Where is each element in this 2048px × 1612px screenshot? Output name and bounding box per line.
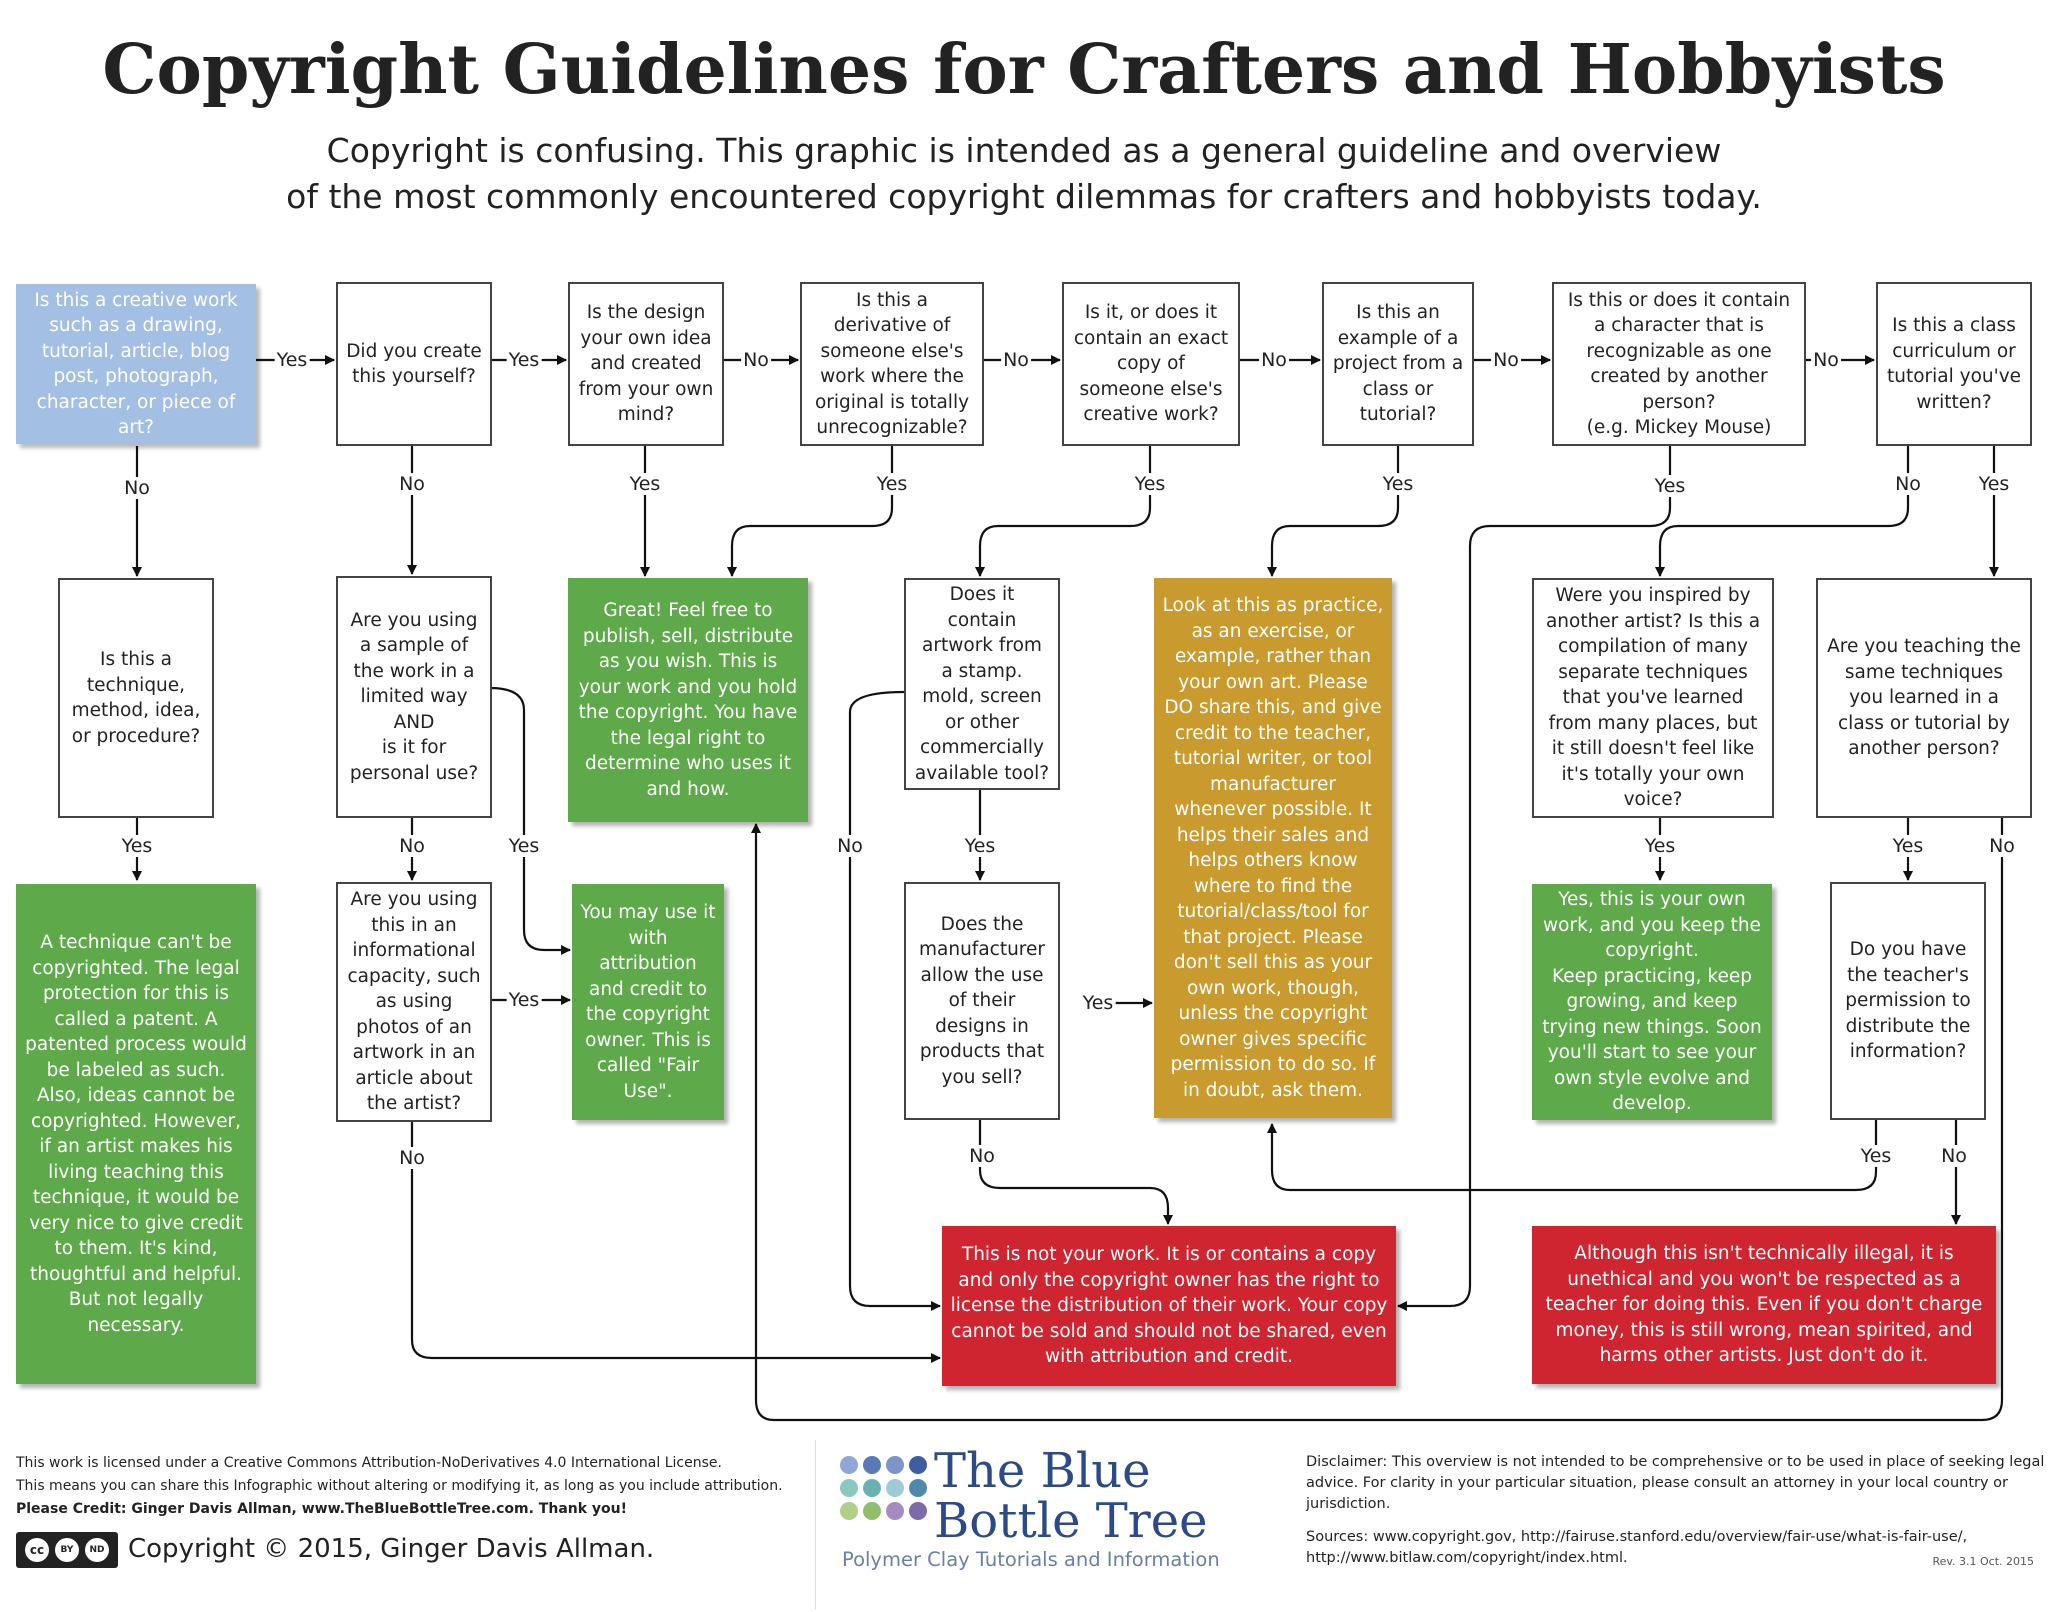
label-no-derivative-exact: No	[1003, 349, 1029, 371]
label-yes-informational: Yes	[508, 989, 540, 1011]
answer-not-your-work: This is not your work. It is or contains a copy and only the copyright owner has the right to license the distribution of their work. Your copy cannot be sold and should not be shared, even with attribution and credit.	[942, 1226, 1396, 1386]
label-no-start: No	[124, 477, 150, 499]
copyright-notice: Copyright © 2015, Ginger Davis Allman.	[128, 1534, 655, 1564]
label-yes-example: Yes	[1382, 473, 1414, 495]
question-recognizable-character: Is this or does it contain a character that is recognizable as one created by another person? (e.g. Mickey Mouse)	[1552, 282, 1806, 446]
start-question: Is this a creative work such as a drawing, tutorial, article, blog post, photograph, character, or piece of art?	[16, 284, 256, 444]
page-title: Copyright Guidelines for Crafters and Hobbyists	[102, 30, 1946, 110]
question-limited-sample: Are you using a sample of the work in a limited way AND is it for personal use?	[336, 576, 492, 818]
label-no-example-character: No	[1493, 349, 1519, 371]
edge-sample-fairuse	[490, 688, 570, 950]
question-exact-copy: Is it, or does it contain an exact copy of someone else's creative work?	[1062, 282, 1240, 446]
label-yes-sample: Yes	[508, 835, 540, 857]
question-inspired: Were you inspired by another artist? Is this a compilation of many separate techniques that you've learned from many places, but it still doesn't feel like it's totally your own voice?	[1532, 578, 1774, 818]
label-no-design-derivative: No	[743, 349, 769, 371]
question-teaching-techniques: Are you teaching the same techniques you learned in a class or tutorial by another person?	[1816, 578, 2032, 818]
label-yes-create-design: Yes	[508, 349, 540, 371]
edge-class-inspired	[1660, 446, 1908, 576]
logo-tagline: Polymer Clay Tutorials and Information	[842, 1548, 1220, 1571]
label-no-class: No	[1895, 473, 1921, 495]
logo-dot	[863, 1456, 881, 1474]
logo-dot	[840, 1456, 858, 1474]
question-manufacturer-allows: Does the manufacturer allow the use of their designs in products that you sell?	[904, 882, 1060, 1120]
edge-exact-stamp	[980, 446, 1150, 576]
label-yes-design: Yes	[629, 473, 661, 495]
license-block	[16, 1452, 816, 1521]
edge-derivative-great	[732, 446, 892, 576]
question-technique: Is this a technique, method, idea, or procedure?	[58, 578, 214, 818]
disclaimer-text: Disclaimer: This overview is not intended to be comprehensive or to be used in place of seeking legal advice. For clarity in your particular situation, please consult an attorney in your local country or jurisdiction.	[1306, 1454, 2045, 1512]
logo-dot	[863, 1479, 881, 1497]
label-no-character-class: No	[1813, 349, 1839, 371]
answer-fair-use: You may use it with attribution and credit to the copyright owner. This is called "Fair Use".	[572, 884, 724, 1120]
question-derivative: Is this a derivative of someone else's work where the original is totally unrecognizable?	[800, 282, 984, 446]
blue-bottle-tree-logo	[840, 1443, 1230, 1572]
label-no-informational: No	[399, 1147, 425, 1169]
question-class-curriculum: Is this a class curriculum or tutorial you've written?	[1876, 282, 2032, 446]
page-subtitle: Copyright is confusing. This graphic is intended as a general guideline and overview of the most commonly encountered copyright dilemmas for crafters and hobbyists today.	[286, 131, 1762, 216]
logo-dot	[886, 1456, 904, 1474]
label-yes-teaching: Yes	[1892, 835, 1924, 857]
logo-dot	[909, 1456, 927, 1474]
cc-by-nd-icon	[16, 1532, 118, 1568]
logo-dot	[840, 1479, 858, 1497]
edge-informational-notyours	[412, 1122, 940, 1358]
answer-unethical: Although this isn't technically illegal, it is unethical and you won't be respected as a teacher for doing this. Even if you don't charge money, this is still wrong, mean spirited, and harms other artists. Just don't do it.	[1532, 1226, 1996, 1384]
label-yes-manufacturer: Yes	[1082, 992, 1114, 1014]
edge-manufacturer-notyours	[980, 1120, 1168, 1224]
label-yes-derivative: Yes	[876, 473, 908, 495]
logo-dot	[909, 1502, 927, 1520]
question-class-example: Is this an example of a project from a class or tutorial?	[1322, 282, 1474, 446]
credit-line: Please Credit: Ginger Davis Allman, www.TheBlueBottleTree.com. Thank you!	[16, 1501, 628, 1517]
label-yes-exact: Yes	[1134, 473, 1166, 495]
label-yes-permission: Yes	[1860, 1145, 1892, 1167]
answer-own-work: Yes, this is your own work, and you keep the copyright. Keep practicing, keep growing, and keep trying new things. Soon you'll start to see your own style evolve and develop.	[1532, 884, 1772, 1120]
label-yes-inspired: Yes	[1644, 835, 1676, 857]
logo-dot	[840, 1502, 858, 1520]
logo-dot	[886, 1479, 904, 1497]
label-yes-technique: Yes	[121, 835, 153, 857]
label-no-exact-example: No	[1261, 349, 1287, 371]
license-line-1: This work is licensed under a Creative Commons Attribution-NoDerivatives 4.0 International License.	[16, 1455, 722, 1471]
sources-text: Sources: www.copyright.gov, http://fairuse.stanford.edu/overview/fair-use/what-is-fair-use/, http://www.bitlaw.com/copyright/index.html.	[1306, 1529, 1968, 1566]
logo-dot	[863, 1502, 881, 1520]
label-no-stamp: No	[837, 835, 863, 857]
label-yes-stamp: Yes	[964, 835, 996, 857]
label-yes-character: Yes	[1654, 475, 1686, 497]
by-mark: BY	[55, 1538, 79, 1562]
logo-dots	[840, 1456, 930, 1520]
label-no-manufacturer: No	[969, 1145, 995, 1167]
license-line-2: This means you can share this Infographic without altering or modifying it, as long as you include attribution.	[16, 1478, 783, 1494]
logo-dot	[909, 1479, 927, 1497]
question-created-yourself: Did you create this yourself?	[336, 282, 492, 446]
answer-great-your-work: Great! Feel free to publish, sell, distribute as you wish. This is your work and you hold the copyright. You have the legal right to determine who uses it and how.	[568, 578, 808, 822]
edge-character-notyours	[1398, 446, 1670, 1306]
label-yes-start-create: Yes	[276, 349, 308, 371]
question-informational: Are you using this in an informational capacity, such as using photos of an artwork in an article about the artist?	[336, 882, 492, 1122]
label-no-teaching: No	[1989, 835, 2015, 857]
logo-name: The Blue Bottle Tree	[934, 1443, 1208, 1549]
question-stamp-mold: Does it contain artwork from a stamp. mold, screen or other commercially available tool?	[904, 578, 1060, 790]
label-no-permission: No	[1941, 1145, 1967, 1167]
label-yes-class: Yes	[1978, 473, 2010, 495]
cc-mark: cc	[25, 1538, 49, 1562]
answer-technique: A technique can't be copyrighted. The legal protection for this is called a patent. A patented process would be labeled as such. Also, ideas cannot be copyrighted. However, if an artist makes his living teaching this technique, it would be very nice to give credit to them. It's kind, thoughtful and helpful. But not legally necessary.	[16, 884, 256, 1384]
question-own-design: Is the design your own idea and created from your own mind?	[568, 282, 724, 446]
label-no-sample: No	[399, 835, 425, 857]
edge-example-practice	[1272, 446, 1398, 576]
revision-note: Rev. 3.1 Oct. 2015	[1932, 1555, 2034, 1568]
label-no-create: No	[399, 473, 425, 495]
answer-practice: Look at this as practice, as an exercise, or example, rather than your own art. Please DO share this, and give credit to the teacher, tutorial writer, or tool manufacturer whenever possible. It helps their sales and helps others know where to find the tutorial/class/tool for that project. Please don't sell this as your own work, though, unless the copyright owner gives specific permission to do so. If in doubt, ask them.	[1154, 578, 1392, 1118]
edge-permission-practice	[1272, 1120, 1876, 1190]
logo-dot	[886, 1502, 904, 1520]
nd-mark: ND	[85, 1538, 109, 1562]
question-teacher-permission: Do you have the teacher's permission to distribute the information?	[1830, 882, 1986, 1120]
